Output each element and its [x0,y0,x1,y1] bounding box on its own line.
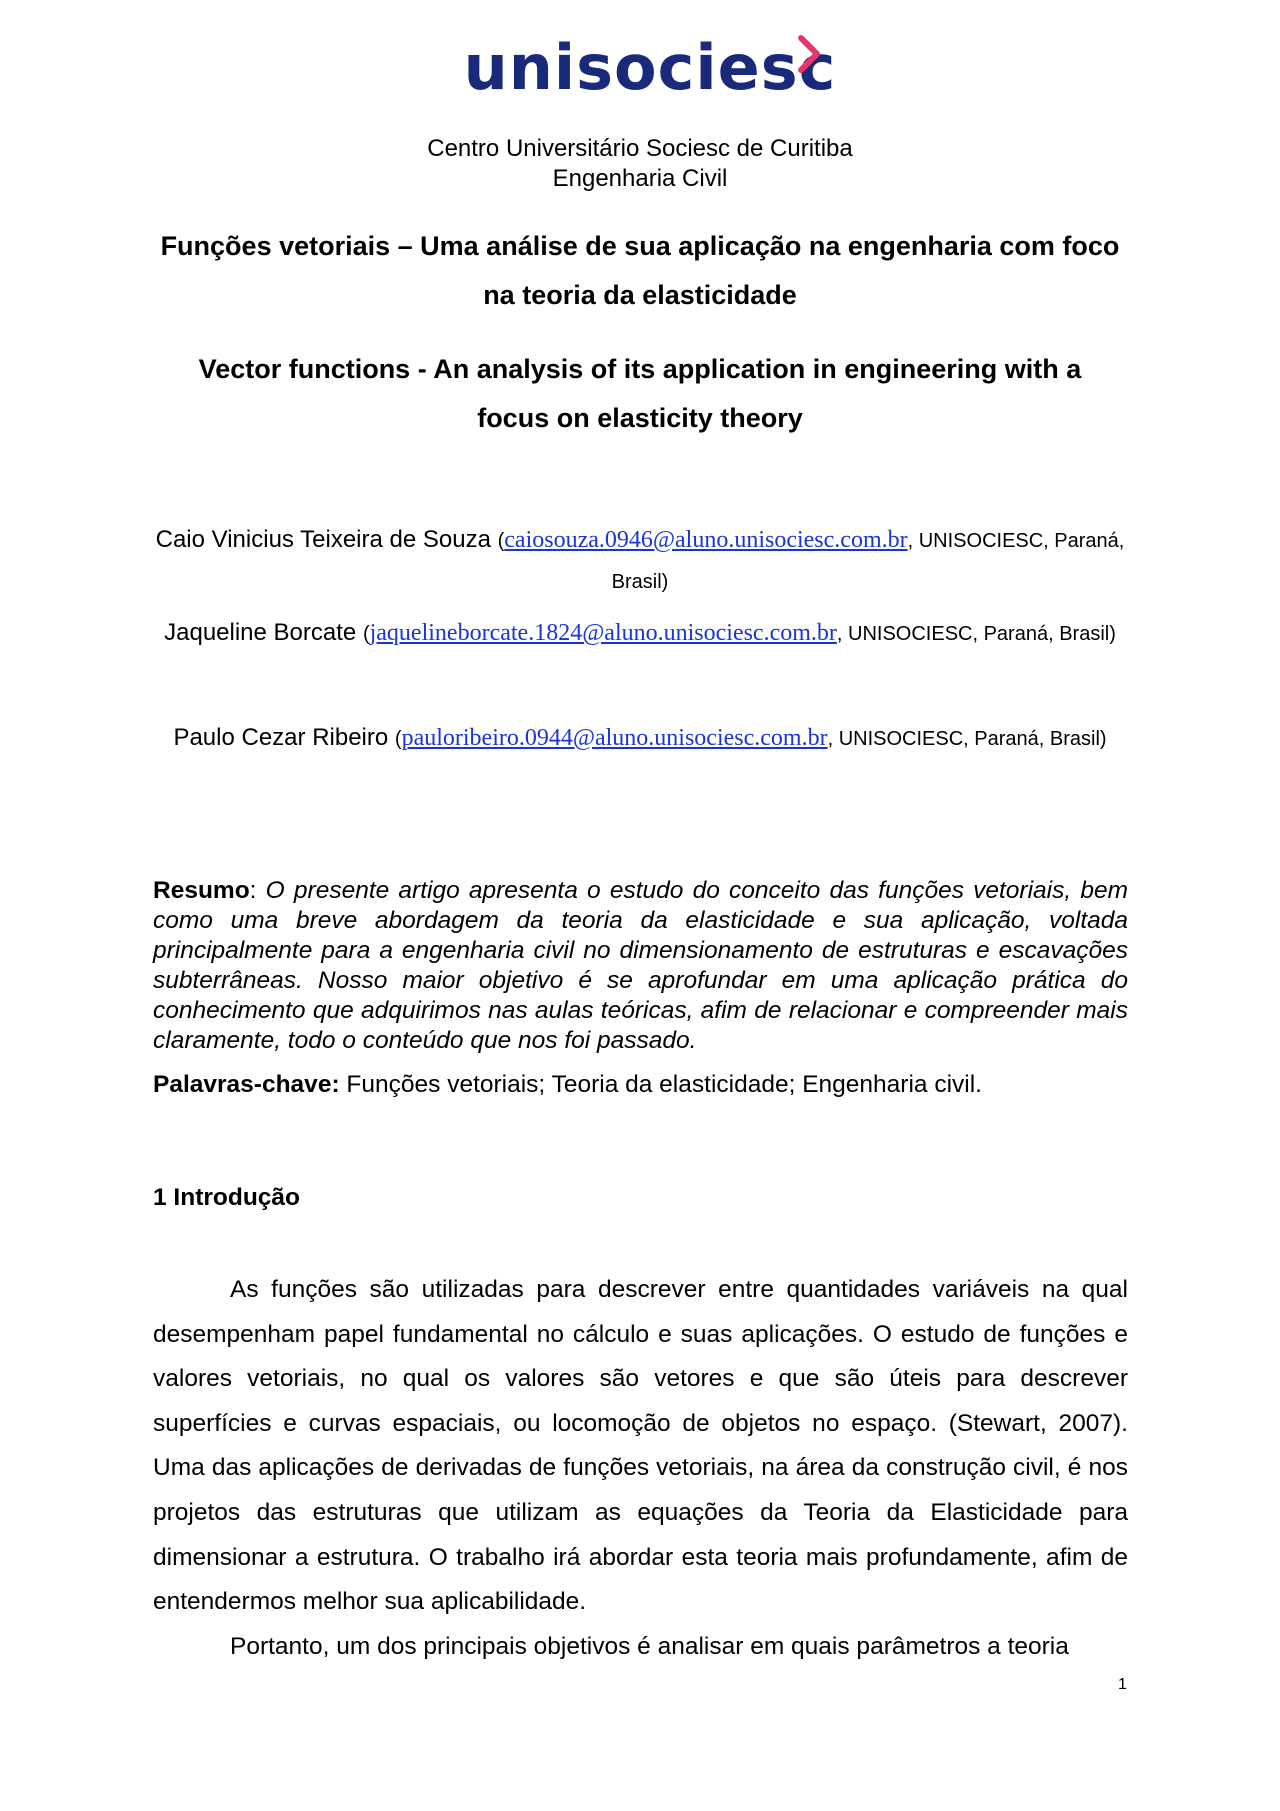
author-paren-open: ( [497,530,505,552]
author-entry [150,718,1130,759]
author-entry [150,613,1130,654]
author-name: Paulo Cezar Ribeiro [173,724,389,751]
course-name: Engenharia Civil [552,165,728,192]
author-affiliation: , UNISOCIESC, Paraná, Brasil) [836,623,1116,645]
author-paren-open: ( [394,728,402,750]
keywords-label: Palavras-chave: [153,1071,340,1098]
institution-block [200,134,1080,194]
section-body [153,1268,1128,1669]
title-portuguese: Funções vetoriais – Uma análise de sua aplicação na engenharia com foco na teoria da elasticidade [160,231,1120,310]
author-paren-open: ( [362,623,370,645]
chevron-right-icon [795,34,825,74]
keywords [153,1070,1128,1100]
keywords-text: Funções vetoriais; Teoria da elasticidade; Engenharia civil. [339,1071,982,1098]
author-email-link[interactable]: pauloribeiro.0944@aluno.unisociesc.com.br [401,725,828,751]
author-affiliation: , UNISOCIESC, Paraná, Brasil) [611,530,1125,593]
author-affiliation: , UNISOCIESC, Paraná, Brasil) [827,728,1107,750]
institution-name: Centro Universitário Sociesc de Curitiba [427,135,853,162]
unisociesc-logo [440,28,860,108]
paragraph: As funções são utilizadas para descrever entre quantidades variáveis na qual desempenham papel fundamental no cálculo e suas aplicações. O estudo de funções e valores vetoriais, no qual os valores são vetores e que são úteis para descrever superfícies e curvas espaciais, ou locomoção de objetos no espaço. (Stewart, 2007). Uma das aplicações de derivadas de funções vetoriais, na área da construção civil, é nos projetos das estruturas que utilizam as equações da Teoria da Elasticidade para dimensionar a estrutura. O trabalho irá abordar esta teoria mais profundamente, afim de entendermos melhor sua aplicabilidade. [153,1276,1128,1616]
author-name: Jaqueline Borcate [164,619,357,646]
author-entry [150,520,1130,602]
paragraph: Portanto, um dos principais objetivos é analisar em quais parâmetros a teoria [230,1632,1069,1660]
author-email-link[interactable]: jaquelineborcate.1824@aluno.unisociesc.com.br [369,620,837,646]
abstract-separator: : [249,877,266,904]
logo-wordmark: unisociesc [463,31,837,104]
author-name: Caio Vinicius Teixeira de Souza [155,526,491,553]
title-english: Vector functions - An analysis of its application in engineering with a focus on elasticity theory [198,354,1082,433]
page-number: 1 [1118,1676,1127,1693]
abstract [153,876,1128,1056]
author-email-link[interactable]: caiosouza.0946@aluno.unisociesc.com.br [504,527,908,553]
abstract-label: Resumo [153,877,250,904]
section-heading-introduction: 1 Introdução [153,1184,301,1211]
abstract-text: O presente artigo apresenta o estudo do conceito das funções vetoriais, bem como uma breve abordagem da teoria da elasticidade e sua aplicação, voltada principalmente para a engenharia civil no dimensionamento de estruturas e escavações subterrâneas. Nosso maior objetivo é se aprofundar em uma aplicação prática do conhecimento que adquirimos nas aulas teóricas, afim de relacionar e compreender mais claramente, todo o conteúdo que nos foi passado. [153,877,1128,1054]
